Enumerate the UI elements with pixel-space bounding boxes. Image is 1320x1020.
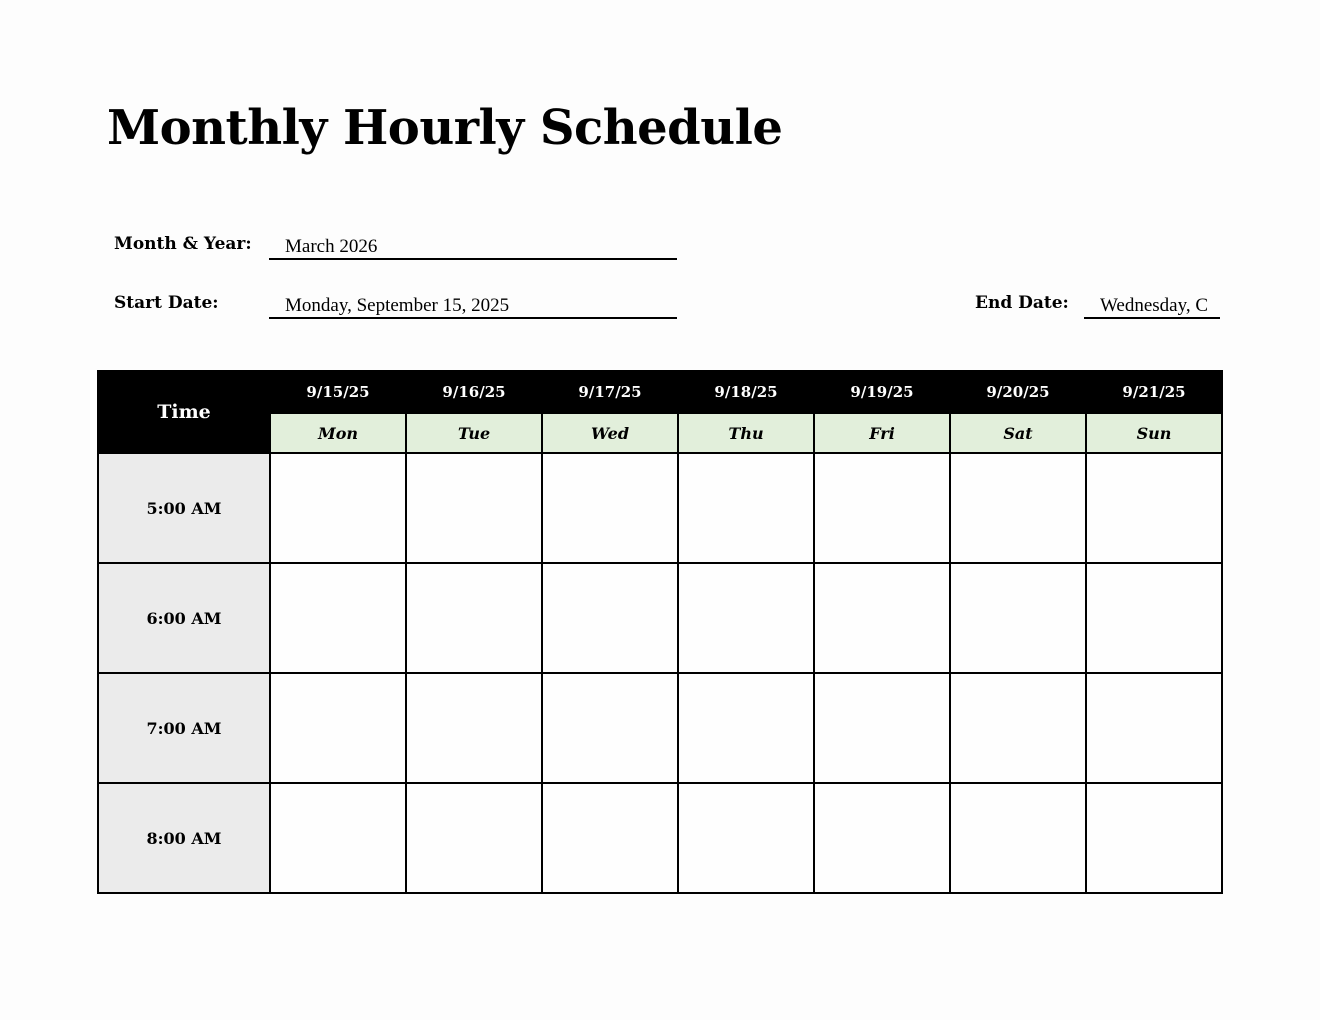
time-slot-label: 7:00 AM [98,673,270,783]
day-header: Sat [950,413,1086,453]
schedule-cell[interactable] [814,453,950,563]
schedule-cell[interactable] [406,563,542,673]
schedule-cell[interactable] [542,673,678,783]
day-header: Thu [678,413,814,453]
schedule-cell[interactable] [270,673,406,783]
schedule-cell[interactable] [1086,673,1222,783]
schedule-cell[interactable] [406,783,542,893]
date-header: 9/19/25 [814,371,950,413]
page-title: Monthly Hourly Schedule [107,100,783,156]
start-date-label: Start Date: [114,293,219,313]
schedule-cell[interactable] [814,673,950,783]
time-column-header: Time [98,371,270,453]
date-header: 9/20/25 [950,371,1086,413]
end-date-field[interactable]: Wednesday, C [1084,294,1220,319]
schedule-cell[interactable] [406,453,542,563]
schedule-cell[interactable] [950,673,1086,783]
schedule-table [97,370,1223,894]
end-date-label: End Date: [975,293,1069,313]
schedule-cell[interactable] [542,563,678,673]
schedule-cell[interactable] [270,563,406,673]
table-row [98,453,1222,563]
month-year-field[interactable]: March 2026 [269,235,677,260]
day-header: Wed [542,413,678,453]
schedule-cell[interactable] [406,673,542,783]
schedule-cell[interactable] [678,453,814,563]
day-header: Tue [406,413,542,453]
day-header: Mon [270,413,406,453]
month-year-label: Month & Year: [114,234,252,254]
schedule-cell[interactable] [1086,563,1222,673]
schedule-cell[interactable] [950,453,1086,563]
schedule-cell[interactable] [542,453,678,563]
schedule-cell[interactable] [270,453,406,563]
schedule-cell[interactable] [814,563,950,673]
date-header-row [98,371,1222,413]
schedule-cell[interactable] [814,783,950,893]
schedule-cell[interactable] [678,563,814,673]
schedule-cell[interactable] [678,673,814,783]
table-row [98,783,1222,893]
schedule-cell[interactable] [542,783,678,893]
date-header: 9/18/25 [678,371,814,413]
date-header: 9/21/25 [1086,371,1222,413]
day-header: Sun [1086,413,1222,453]
schedule-cell[interactable] [950,563,1086,673]
time-slot-label: 8:00 AM [98,783,270,893]
date-header: 9/17/25 [542,371,678,413]
date-header: 9/16/25 [406,371,542,413]
schedule-cell[interactable] [678,783,814,893]
table-row [98,673,1222,783]
date-header: 9/15/25 [270,371,406,413]
time-slot-label: 6:00 AM [98,563,270,673]
schedule-cell[interactable] [950,783,1086,893]
time-slot-label: 5:00 AM [98,453,270,563]
table-row [98,563,1222,673]
schedule-cell[interactable] [1086,783,1222,893]
schedule-cell[interactable] [1086,453,1222,563]
start-date-field[interactable]: Monday, September 15, 2025 [269,294,677,319]
schedule-cell[interactable] [270,783,406,893]
day-header: Fri [814,413,950,453]
